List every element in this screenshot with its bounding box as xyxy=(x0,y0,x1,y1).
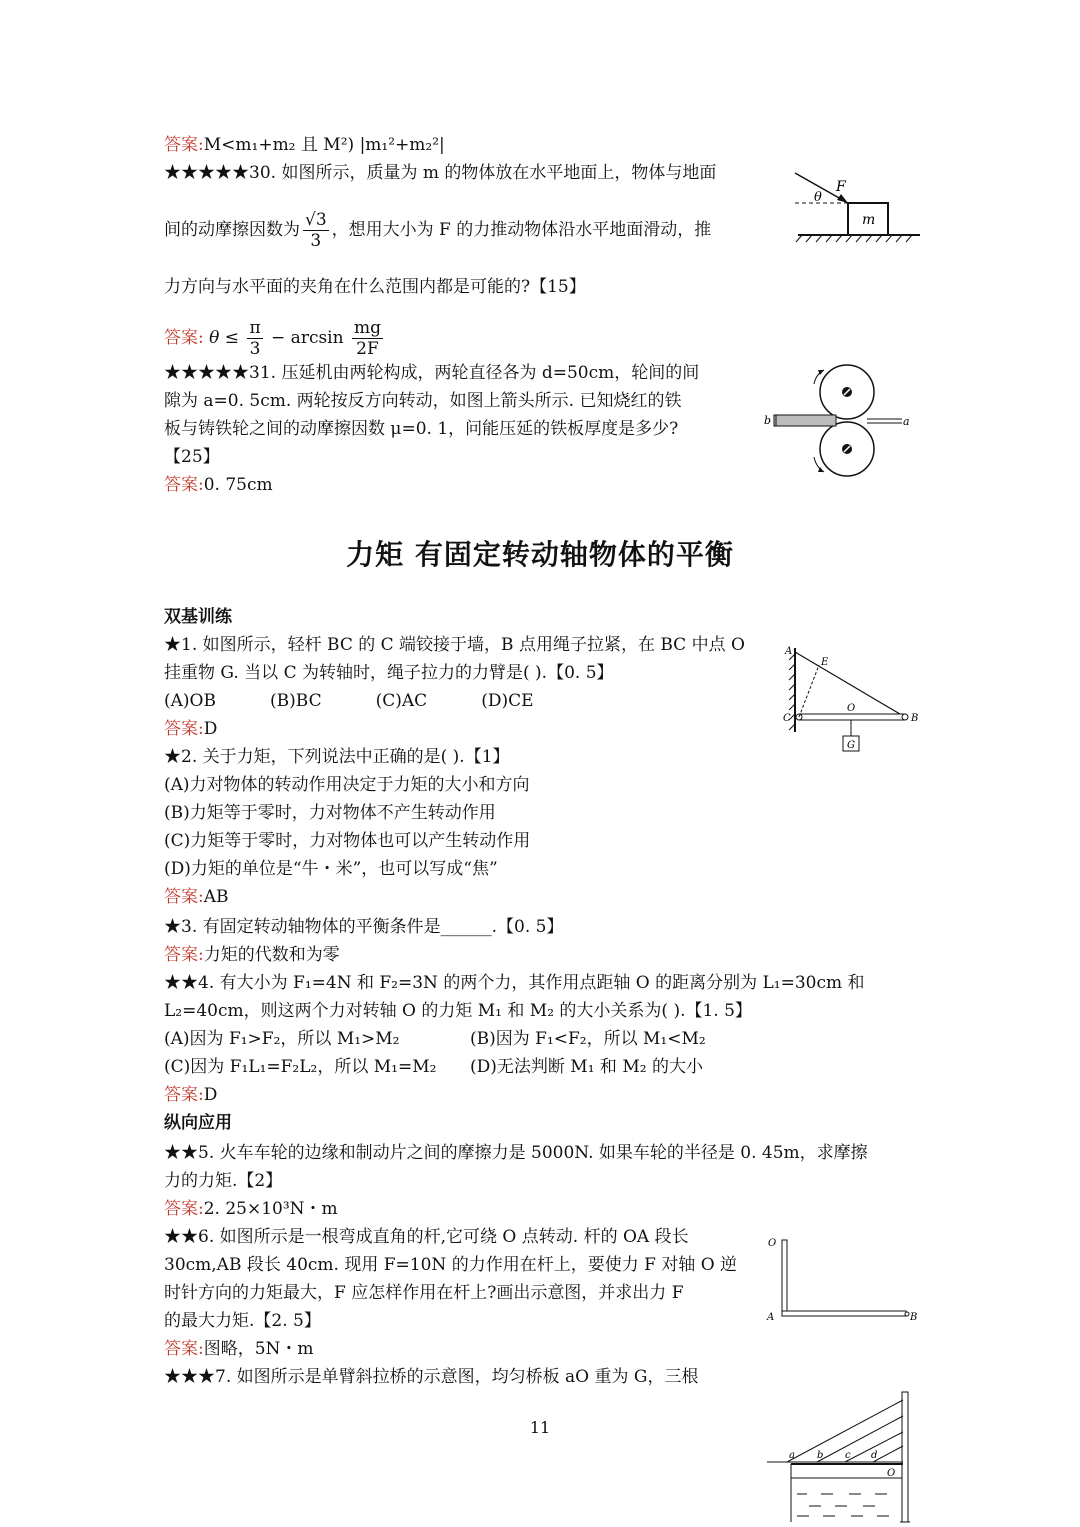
question-1-line-2: 挂重物 G. 当以 C 为转轴时，绳子拉力的力臂是( ).【0. 5】 xyxy=(164,663,614,683)
fig1-label-B: B xyxy=(911,713,919,724)
question-2-stem: ★2. 关于力矩，下列说法中正确的是( ).【1】 xyxy=(164,747,510,767)
question-30-line-2: 间的动摩擦因数为 $\frac{√3}{3}$ ，想用大小为 F 的力推动物体沿水平地面滑动，推 xyxy=(164,210,712,251)
fraction-mg-over-2F: $\frac{mg}{2F}$ xyxy=(353,318,381,359)
fig31-label-a: a xyxy=(903,415,910,428)
question-2-option-b: (B)力矩等于零时，力对物体不产生转动作用 xyxy=(164,803,496,823)
fig1-label-C: C xyxy=(783,713,791,724)
fig1-label-G: G xyxy=(847,740,855,751)
question-1-options: (A)OB (B)BC (C)AC (D)CE xyxy=(164,691,534,711)
section-title: 力矩 有固定转动轴物体的平衡 xyxy=(346,538,734,571)
answer-5: 答案:2. 25×10³N・m xyxy=(164,1199,338,1219)
fraction-pi-over-3: $\frac{\pi}{3}$ xyxy=(249,318,261,359)
figure-7-cable-bridge xyxy=(765,1388,925,1524)
fig7-label-O: O xyxy=(887,1468,896,1479)
question-31-line-2: 隙为 a=0. 5cm. 两轮按反方向转动，如图上箭头所示. 已知烧红的铁 xyxy=(164,391,682,411)
question-5-line-1: ★★5. 火车车轮的边缘和制动片之间的摩擦力是 5000N. 如果车轮的半径是 0. 45m，求摩擦 xyxy=(164,1143,868,1163)
fig1-label-A: A xyxy=(785,646,793,657)
question-2-option-a: (A)力对物体的转动作用决定于力矩的大小和方向 xyxy=(164,775,530,795)
question-6-line-3: 时针方向的力矩最大，F 应怎样作用在杆上?画出示意图，并求出力 F xyxy=(164,1283,684,1303)
answer-line-29: 答案:M<m₁+m₂ 且 M²) |m₁²+m₂²| xyxy=(164,135,445,155)
fig6-label-O: O xyxy=(768,1238,777,1249)
fraction-sqrt3-over-3: $\frac{√3}{3}$ xyxy=(305,210,327,251)
subheading-vertical-application: 纵向应用 xyxy=(164,1113,232,1133)
answer-6: 答案:图略，5N・m xyxy=(164,1339,314,1359)
question-2-option-c: (C)力矩等于零时，力对物体也可以产生转动作用 xyxy=(164,831,531,851)
figure-31-rolling-mill xyxy=(762,362,912,477)
page-number: 11 xyxy=(529,1418,551,1437)
question-5-line-2: 力的力矩.【2】 xyxy=(164,1171,283,1191)
fig30-angle-label: θ xyxy=(814,190,822,205)
fig7-label-a: a xyxy=(789,1450,795,1461)
question-4-line-1: ★★4. 有大小为 F₁=4N 和 F₂=3N 的两个力，其作用点距轴 O 的距离分别为 L₁=30cm 和 xyxy=(164,973,865,993)
question-4-option-c: (C)因为 F₁L₁=F₂L₂，所以 M₁=M₂ xyxy=(164,1057,437,1077)
answer-31: 答案:0. 75cm xyxy=(164,475,273,495)
question-1-line-1: ★1. 如图所示，轻杆 BC 的 C 端铰接于墙，B 点用绳子拉紧，在 BC 中点 O xyxy=(164,635,745,655)
answer-1: 答案:D xyxy=(164,719,218,739)
question-7-line-1: ★★★7. 如图所示是单臂斜拉桥的示意图，均匀桥板 aO 重为 G，三根 xyxy=(164,1367,699,1387)
answer-30: 答案: θ ≤ $\frac{\pi}{3}$ − arcsin $\frac{mg}{2F}$ xyxy=(164,318,381,359)
question-6-line-2: 30cm,AB 段长 40cm. 现用 F=10N 的力作用在杆上，要使力 F 对轴 O 逆 xyxy=(164,1255,738,1275)
fig30-force-label: F xyxy=(836,179,846,195)
question-6-line-1: ★★6. 如图所示是一根弯成直角的杆,它可绕 O 点转动. 杆的 OA 段长 xyxy=(164,1227,689,1247)
fig1-label-E: E xyxy=(821,657,829,668)
fig6-label-B: B xyxy=(910,1312,918,1323)
question-6-line-4: 的最大力矩.【2. 5】 xyxy=(164,1311,321,1331)
question-4-option-d: (D)无法判断 M₁ 和 M₂ 的大小 xyxy=(470,1057,703,1077)
fig7-label-c: c xyxy=(845,1450,851,1461)
question-31-line-3: 板与铸铁轮之间的动摩擦因数 μ=0. 1，问能压延的铁板厚度是多少? xyxy=(164,419,679,439)
question-31-line-4: 【25】 xyxy=(164,447,220,467)
fig1-label-O: O xyxy=(847,703,856,714)
question-4-option-b: (B)因为 F₁<F₂，所以 M₁<M₂ xyxy=(470,1029,706,1049)
fig6-label-A: A xyxy=(767,1312,775,1323)
answer-4: 答案:D xyxy=(164,1085,218,1105)
fig31-label-b: b xyxy=(764,414,772,427)
answer-2: 答案:AB xyxy=(164,887,229,907)
question-4-option-a: (A)因为 F₁>F₂，所以 M₁>M₂ xyxy=(164,1029,400,1049)
figure-6-right-angle-rod xyxy=(762,1232,922,1327)
question-30-line-1: ★★★★★30. 如图所示，质量为 m 的物体放在水平地面上，物体与地面 xyxy=(164,163,717,183)
subheading-basic-training: 双基训练 xyxy=(164,607,232,627)
figure-1-rod-wall xyxy=(775,640,925,760)
question-4-line-2: L₂=40cm，则这两个力对转轴 O 的力矩 M₁ 和 M₂ 的大小关系为( ).【1. 5】 xyxy=(164,1001,752,1021)
answer-3: 答案:力矩的代数和为零 xyxy=(164,945,340,965)
question-30-line-3: 力方向与水平面的夹角在什么范围内都是可能的?【15】 xyxy=(164,277,586,297)
question-2-option-d: (D)力矩的单位是“牛・米”，也可以写成“焦” xyxy=(164,859,498,879)
question-3: ★3. 有固定转动轴物体的平衡条件是______.【0. 5】 xyxy=(164,917,564,937)
fig7-label-b: b xyxy=(817,1450,824,1461)
fig7-label-d: d xyxy=(871,1450,878,1461)
figure-30-block-force xyxy=(790,165,925,245)
fig30-mass-label: m xyxy=(862,212,876,228)
question-31-line-1: ★★★★★31. 压延机由两轮构成，两轮直径各为 d=50cm，轮间的间 xyxy=(164,363,700,383)
